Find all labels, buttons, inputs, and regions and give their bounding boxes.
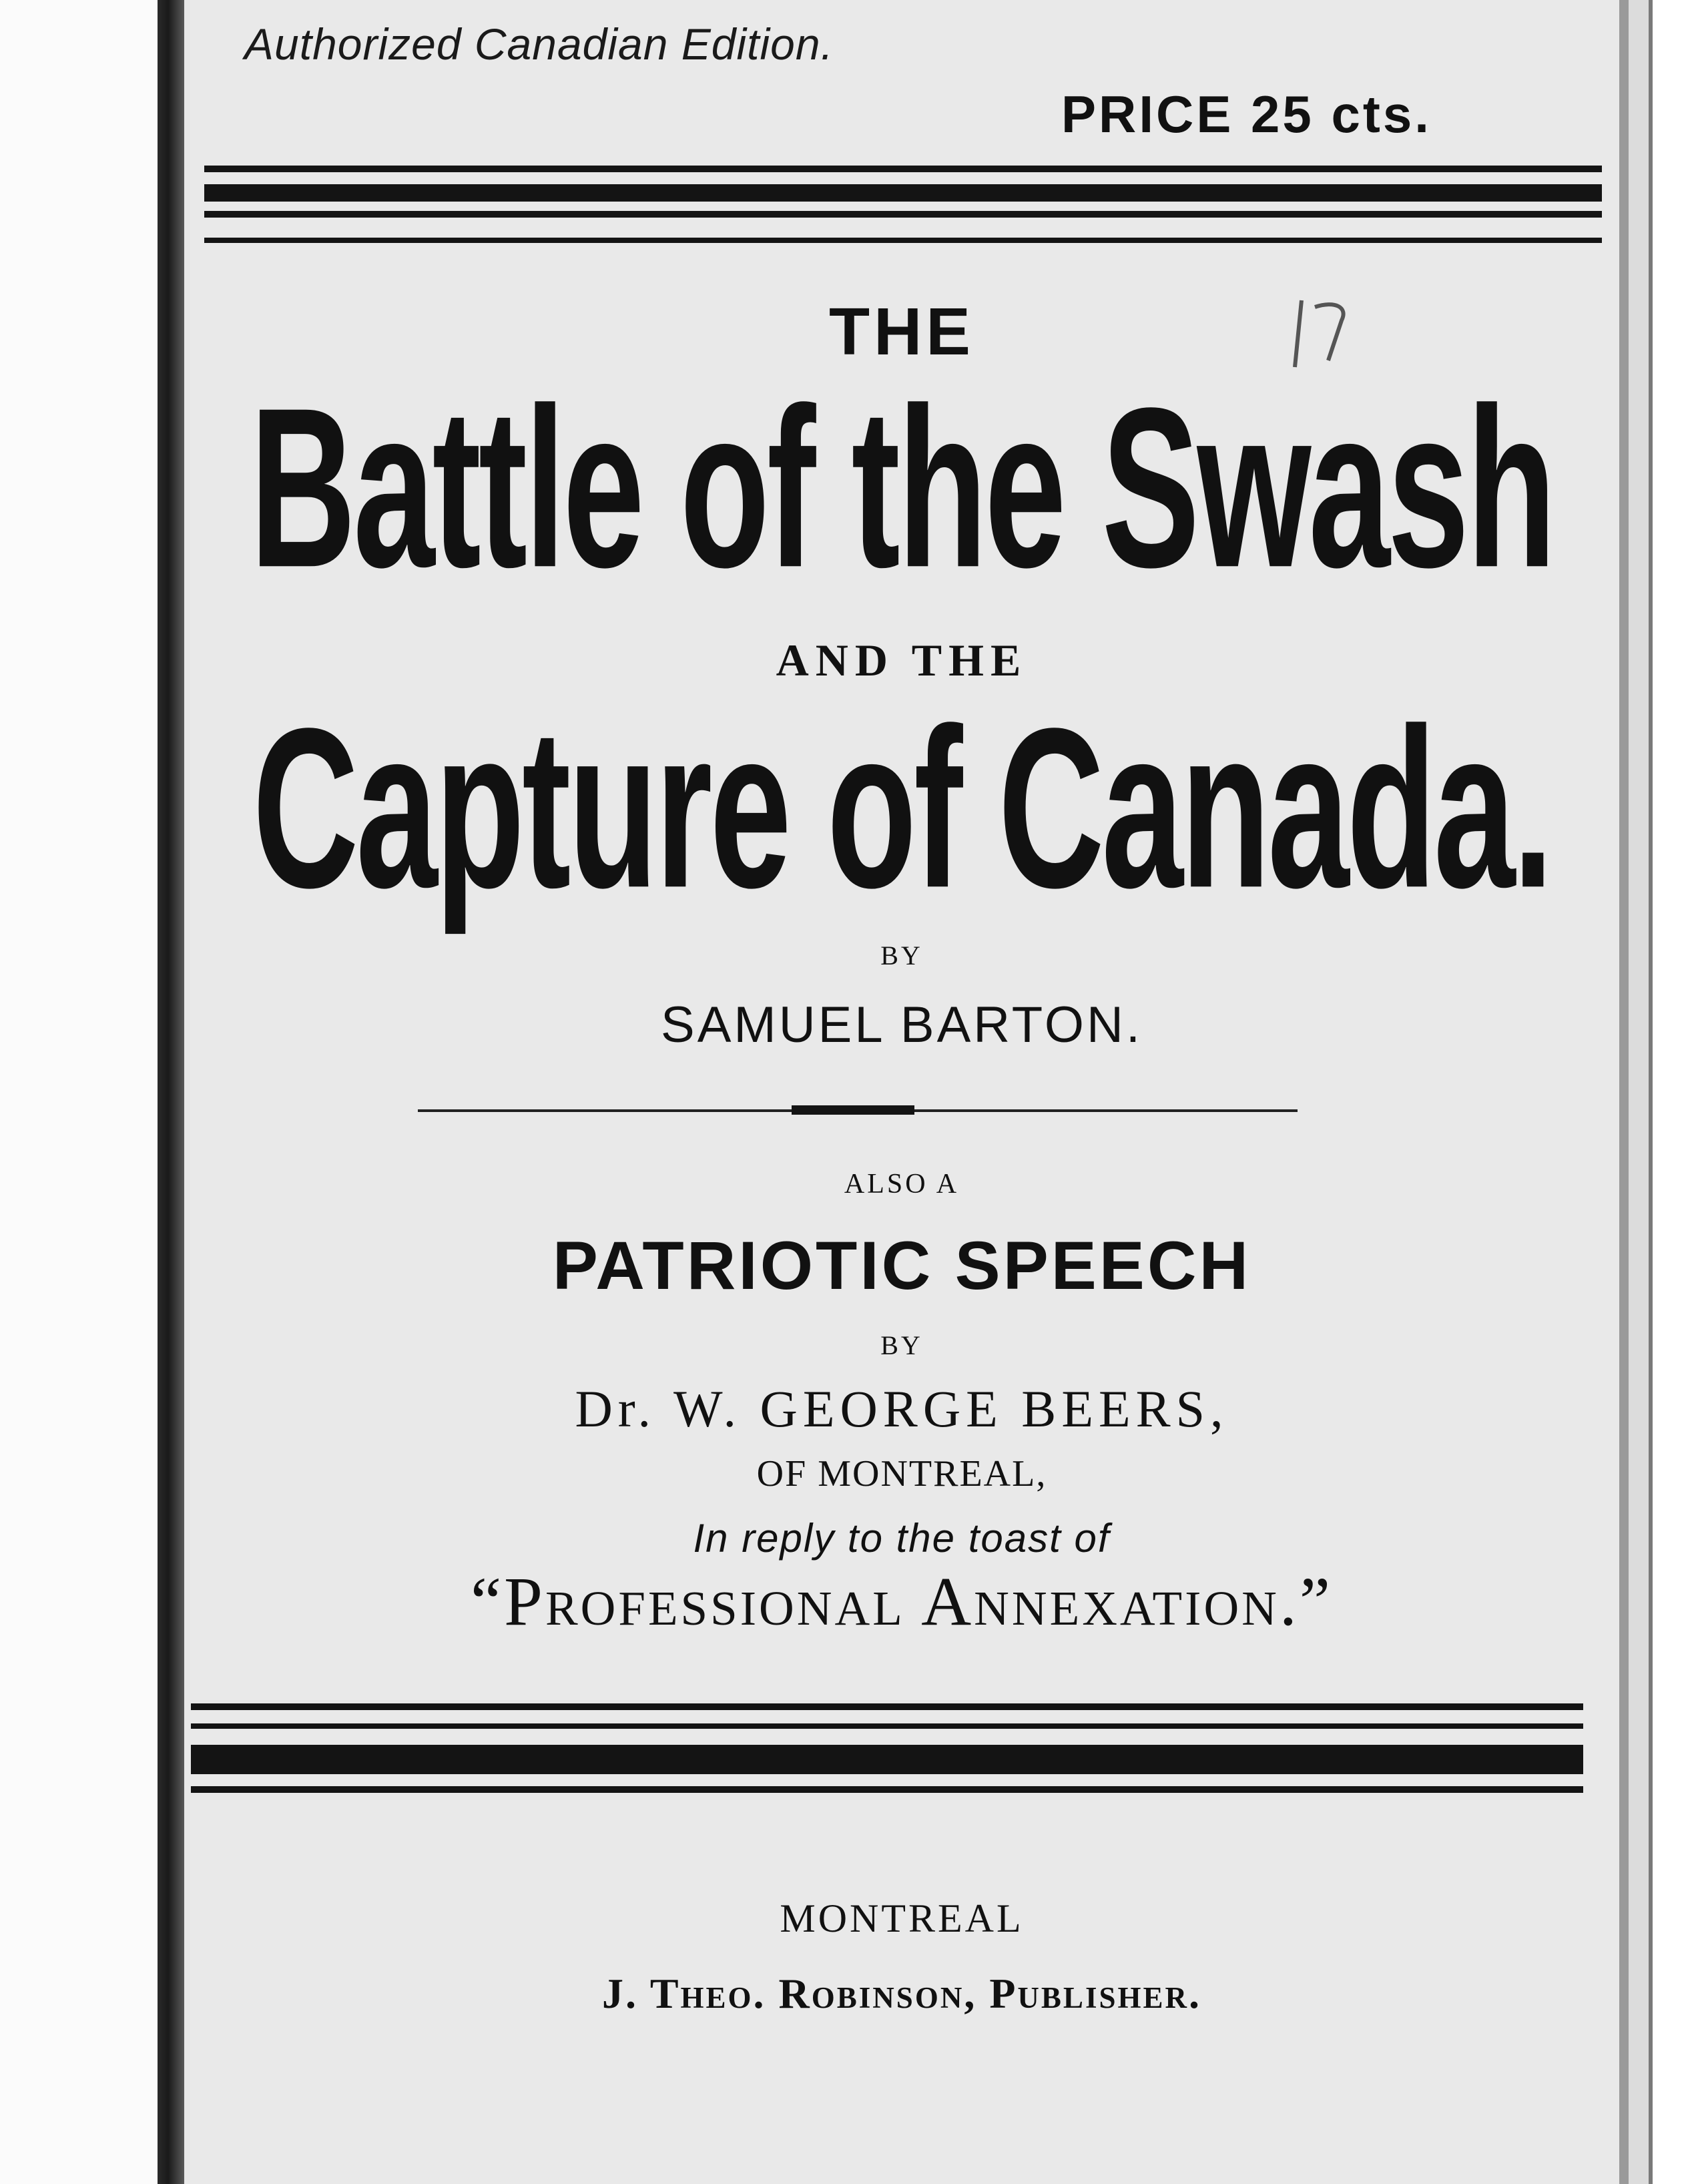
pencil-annotation-mark xyxy=(1288,294,1368,374)
toast-title: “Professional Annexation.” xyxy=(470,1563,1334,1640)
main-title-line-2: Capture of Canada. xyxy=(252,680,1551,936)
author-name: SAMUEL BARTON. xyxy=(661,997,1143,1053)
page-edge xyxy=(1619,0,1629,2184)
speaker-name: Dr. W. GEORGE BEERS, xyxy=(575,1380,1229,1438)
bottom-rule xyxy=(191,1703,1583,1810)
edition-note: Authorized Canadian Edition. xyxy=(244,19,834,69)
divider-ornament xyxy=(792,1105,914,1115)
page-edge xyxy=(1629,0,1649,2184)
book-binding-strip xyxy=(158,0,184,2184)
scan-border xyxy=(1653,0,1690,2184)
reply-line: In reply to the toast of xyxy=(693,1516,1111,1561)
title-conjunction: AND THE xyxy=(776,635,1028,686)
title-article: THE xyxy=(829,294,974,369)
price-label: PRICE 25 cts. xyxy=(1061,85,1432,144)
speech-byline-label: BY xyxy=(880,1330,923,1360)
publisher-name: J. Theo. Robinson, Publisher. xyxy=(602,1970,1201,2017)
publication-city: MONTREAL xyxy=(780,1896,1024,1940)
margin-background xyxy=(0,0,158,2184)
also-label: ALSO A xyxy=(844,1169,960,1199)
speaker-location: OF MONTREAL, xyxy=(756,1453,1047,1494)
byline-label: BY xyxy=(880,940,923,971)
main-title-line-1: Battle of the Swash xyxy=(250,360,1554,615)
top-rule xyxy=(204,166,1602,266)
speech-title: PATRIOTIC SPEECH xyxy=(552,1227,1251,1304)
